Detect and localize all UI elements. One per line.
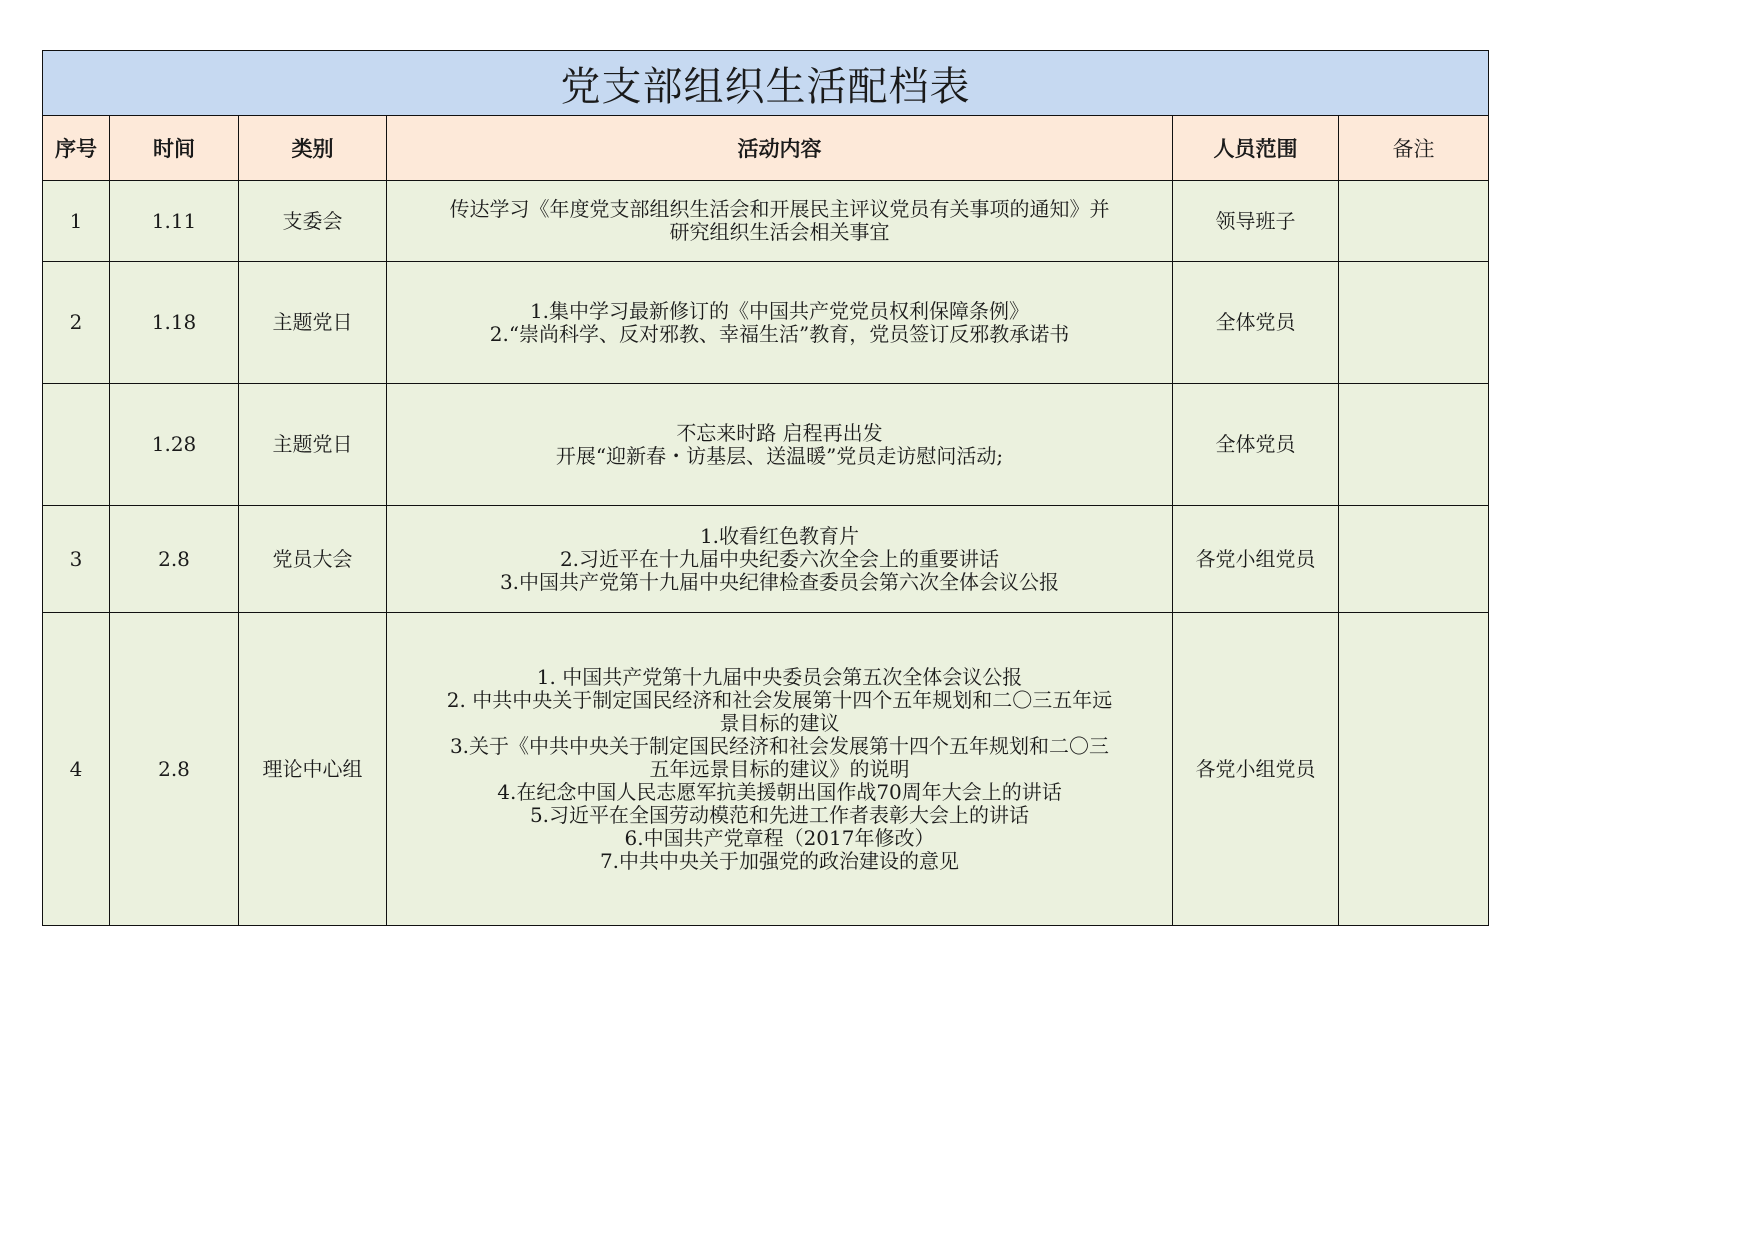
cell-scope: 全体党员 bbox=[1173, 384, 1339, 506]
content-line: 3.中国共产党第十九届中央纪律检查委员会第六次全体会议公报 bbox=[499, 569, 1060, 594]
content-line: 研究组织生活会相关事宜 bbox=[669, 220, 890, 244]
content-line: 2.“崇尚科学、反对邪教、幸福生活”教育，党员签订反邪教承诺书 bbox=[489, 321, 1070, 346]
cell-content bbox=[387, 384, 1173, 506]
content-line: 五年远景目标的建议》的说明 bbox=[649, 756, 910, 781]
cell-time: 2.8 bbox=[110, 613, 239, 926]
cell-content bbox=[387, 181, 1173, 262]
cell-category: 党员大会 bbox=[239, 506, 387, 613]
cell-scope: 各党小组党员 bbox=[1173, 506, 1339, 613]
content-line: 6.中国共产党章程（2017年修改） bbox=[624, 825, 935, 850]
cell-remarks bbox=[1339, 181, 1489, 262]
cell-time: 1.18 bbox=[110, 262, 239, 384]
cell-time: 1.11 bbox=[110, 181, 239, 262]
cell-remarks bbox=[1339, 262, 1489, 384]
content-line: 5.习近平在全国劳动模范和先进工作者表彰大会上的讲话 bbox=[529, 802, 1030, 827]
cell-index: 2 bbox=[43, 262, 110, 384]
content-line: 1. 中国共产党第十九届中央委员会第五次全体会议公报 bbox=[536, 664, 1023, 689]
table-row bbox=[43, 262, 1489, 384]
cell-index bbox=[43, 384, 110, 506]
cell-scope: 领导班子 bbox=[1173, 181, 1339, 262]
content-line: 2. 中共中央关于制定国民经济和社会发展第十四个五年规划和二〇三五年远 bbox=[446, 687, 1113, 712]
cell-category: 理论中心组 bbox=[239, 613, 387, 926]
content-line: 4.在纪念中国人民志愿军抗美援朝出国作战70周年大会上的讲话 bbox=[497, 779, 1062, 804]
activity-schedule-table bbox=[42, 50, 1489, 926]
content-line: 1.收看红色教育片 bbox=[699, 523, 860, 548]
sheet-title: 党支部组织生活配档表 bbox=[43, 51, 1489, 116]
header-content: 活动内容 bbox=[387, 116, 1173, 181]
table-body bbox=[43, 181, 1489, 926]
cell-time: 1.28 bbox=[110, 384, 239, 506]
cell-category: 主题党日 bbox=[239, 262, 387, 384]
cell-time: 2.8 bbox=[110, 506, 239, 613]
content-line: 1.集中学习最新修订的《中国共产党党员权利保障条例》 bbox=[529, 298, 1030, 323]
cell-remarks bbox=[1339, 613, 1489, 926]
cell-index: 3 bbox=[43, 506, 110, 613]
cell-content bbox=[387, 262, 1173, 384]
header-time: 时间 bbox=[110, 116, 239, 181]
table-row bbox=[43, 384, 1489, 506]
cell-content bbox=[387, 506, 1173, 613]
content-line: 传达学习《年度党支部组织生活会和开展民主评议党员有关事项的通知》并 bbox=[449, 197, 1110, 221]
cell-scope: 全体党员 bbox=[1173, 262, 1339, 384]
table-row bbox=[43, 181, 1489, 262]
cell-category: 主题党日 bbox=[239, 384, 387, 506]
cell-index: 1 bbox=[43, 181, 110, 262]
content-line: 7.中共中央关于加强党的政治建设的意见 bbox=[599, 848, 960, 873]
content-line: 景目标的建议 bbox=[719, 710, 840, 735]
table-row bbox=[43, 613, 1489, 926]
cell-remarks bbox=[1339, 384, 1489, 506]
header-index: 序号 bbox=[43, 116, 110, 181]
content-line: 2.习近平在十九届中央纪委六次全会上的重要讲话 bbox=[559, 546, 1000, 571]
cell-category: 支委会 bbox=[239, 181, 387, 262]
cell-index: 4 bbox=[43, 613, 110, 926]
content-line: 开展“迎新春・访基层、送温暖”党员走访慰问活动; bbox=[555, 443, 1004, 468]
cell-content bbox=[387, 613, 1173, 926]
content-line: 不忘来时路 启程再出发 bbox=[676, 420, 883, 445]
table-row bbox=[43, 506, 1489, 613]
cell-remarks bbox=[1339, 506, 1489, 613]
content-line: 3.关于《中共中央关于制定国民经济和社会发展第十四个五年规划和二〇三 bbox=[449, 733, 1110, 758]
header-scope: 人员范围 bbox=[1173, 116, 1339, 181]
header-remarks: 备注 bbox=[1339, 116, 1489, 181]
header-category: 类别 bbox=[239, 116, 387, 181]
cell-scope: 各党小组党员 bbox=[1173, 613, 1339, 926]
